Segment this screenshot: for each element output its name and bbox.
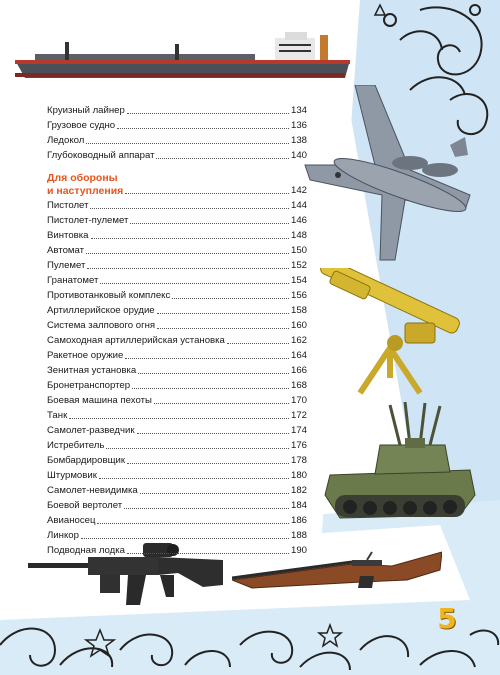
toc-dot-leader bbox=[100, 282, 289, 284]
toc-entry-title: Автомат bbox=[47, 245, 85, 256]
toc-entry-page: 166 bbox=[290, 365, 307, 376]
toc-entry-title: Глубоководный аппарат bbox=[47, 150, 155, 161]
toc-entry-page: 188 bbox=[290, 530, 307, 541]
toc-entry-page: 138 bbox=[290, 135, 307, 146]
section-heading: Для обороны bbox=[47, 172, 118, 184]
toc-entry[interactable] bbox=[47, 259, 307, 272]
toc-entry-title: Самоходная артиллерийская установка bbox=[47, 335, 225, 346]
toc-entry-title: Боевой вертолет bbox=[47, 500, 123, 511]
toc-entry[interactable] bbox=[47, 119, 307, 132]
toc-entry-page: 152 bbox=[290, 260, 307, 271]
toc-dot-leader bbox=[106, 447, 289, 449]
toc-entry-page: 176 bbox=[290, 440, 307, 451]
toc-entry-page: 146 bbox=[290, 215, 307, 226]
toc-entry-title: Самолет-невидимка bbox=[47, 485, 138, 496]
toc-dot-leader bbox=[157, 312, 289, 314]
toc-dot-leader bbox=[157, 327, 289, 329]
toc-entry-page: 184 bbox=[290, 500, 307, 511]
toc-entry-page: 190 bbox=[290, 545, 307, 556]
toc-entry-page: 154 bbox=[290, 275, 307, 286]
cargo-ship-illustration bbox=[15, 30, 355, 85]
toc-entry-page: 134 bbox=[290, 105, 307, 116]
toc-dot-leader bbox=[81, 537, 289, 539]
toc-entry[interactable] bbox=[47, 424, 307, 437]
toc-entry-page: 164 bbox=[290, 350, 307, 361]
toc-entry[interactable] bbox=[47, 334, 307, 347]
toc-entry-title: Зенитная установка bbox=[47, 365, 137, 376]
toc-dot-leader bbox=[97, 522, 289, 524]
toc-entry-title: Винтовка bbox=[47, 230, 89, 241]
toc-entry-title: Артиллерийское орудие bbox=[47, 305, 155, 316]
toc-entry[interactable] bbox=[47, 229, 307, 242]
toc-entry-page: 180 bbox=[290, 470, 307, 481]
toc-entry-title: Истребитель bbox=[47, 440, 105, 451]
toc-dot-leader bbox=[99, 477, 289, 479]
toc-entry[interactable] bbox=[47, 304, 307, 317]
toc-entry-title: Подводная лодка bbox=[47, 545, 125, 556]
toc-entry-page: 150 bbox=[290, 245, 307, 256]
anti-tank-launcher-illustration bbox=[300, 268, 470, 398]
toc-entry-page: 172 bbox=[290, 410, 307, 421]
toc-entry-title: Система залпового огня bbox=[47, 320, 156, 331]
toc-dot-leader bbox=[90, 207, 289, 209]
toc-dot-leader bbox=[227, 342, 289, 344]
toc-entry-title: Ледокол bbox=[47, 135, 85, 146]
toc-dot-leader bbox=[138, 372, 289, 374]
toc-entry-page: 158 bbox=[290, 305, 307, 316]
toc-entry[interactable] bbox=[47, 364, 307, 377]
toc-entry[interactable] bbox=[47, 469, 307, 482]
toc-entry[interactable] bbox=[47, 544, 307, 557]
toc-entry[interactable] bbox=[47, 379, 307, 392]
toc-entry[interactable] bbox=[47, 439, 307, 452]
toc-dot-leader bbox=[130, 222, 289, 224]
toc-dot-leader bbox=[172, 297, 289, 299]
toc-entry[interactable] bbox=[47, 214, 307, 227]
toc-entry-title: Линкор bbox=[47, 530, 79, 541]
toc-entry-title: Самолет-разведчик bbox=[47, 425, 135, 436]
toc-dot-leader bbox=[117, 127, 289, 129]
toc-entry-title: Ракетное оружие bbox=[47, 350, 124, 361]
toc-entry-title: Авианосец bbox=[47, 515, 96, 526]
toc-entry-title: Круизный лайнер bbox=[47, 105, 125, 116]
toc-dot-leader bbox=[86, 252, 289, 254]
toc-entry-title: Бомбардировщик bbox=[47, 455, 126, 466]
toc-entry[interactable] bbox=[47, 349, 307, 362]
toc-entry-page: 142 bbox=[290, 185, 307, 196]
section-heading-line2: и наступления bbox=[47, 185, 124, 197]
toc-entry-page: 182 bbox=[290, 485, 307, 496]
toc-dot-leader bbox=[125, 357, 289, 359]
toc-dot-leader bbox=[125, 192, 289, 194]
toc-entry[interactable] bbox=[47, 409, 307, 422]
toc-dot-leader bbox=[137, 432, 289, 434]
toc-entry-title: Боевая машина пехоты bbox=[47, 395, 152, 406]
toc-entry-title: Бронетранспортер bbox=[47, 380, 131, 391]
toc-entry-title: Пистолет bbox=[47, 200, 89, 211]
toc-dot-leader bbox=[140, 492, 289, 494]
toc-dot-leader bbox=[127, 112, 289, 114]
toc-entry-page: 136 bbox=[290, 120, 307, 131]
toc-dot-leader bbox=[156, 157, 289, 159]
toc-entry-page: 178 bbox=[290, 455, 307, 466]
toc-entry-page: 140 bbox=[290, 150, 307, 161]
toc-entry-page: 162 bbox=[290, 335, 307, 346]
decorative-swirls-bottom bbox=[0, 605, 500, 675]
toc-dot-leader bbox=[132, 387, 289, 389]
section-heading-entry[interactable] bbox=[47, 184, 307, 197]
toc-entry[interactable] bbox=[47, 289, 307, 302]
toc-entry-title: Штурмовик bbox=[47, 470, 97, 481]
toc-entry[interactable] bbox=[47, 149, 307, 162]
toc-entry[interactable] bbox=[47, 514, 307, 527]
toc-entry[interactable] bbox=[47, 529, 307, 542]
anti-aircraft-tank-illustration bbox=[320, 400, 480, 525]
toc-dot-leader bbox=[69, 417, 289, 419]
toc-entry-page: 148 bbox=[290, 230, 307, 241]
toc-entry[interactable] bbox=[47, 274, 307, 287]
toc-entry[interactable] bbox=[47, 104, 307, 117]
toc-entry[interactable] bbox=[47, 319, 307, 332]
toc-entry-title: Танк bbox=[47, 410, 68, 421]
page-number: 5 bbox=[437, 602, 457, 635]
toc-entry[interactable] bbox=[47, 244, 307, 257]
attack-jet-illustration bbox=[290, 85, 475, 265]
toc-dot-leader bbox=[154, 402, 289, 404]
toc-dot-leader bbox=[127, 552, 289, 554]
toc-entry-title: Гранатомет bbox=[47, 275, 99, 286]
toc-dot-leader bbox=[124, 507, 289, 509]
toc-dot-leader bbox=[127, 462, 289, 464]
toc-entry-page: 168 bbox=[290, 380, 307, 391]
toc-dot-leader bbox=[87, 267, 289, 269]
toc-entry-title: Пистолет-пулемет bbox=[47, 215, 129, 226]
toc-entry-title: Противотанковый комплекс bbox=[47, 290, 171, 301]
toc-entry-title: Пулемет bbox=[47, 260, 86, 271]
toc-dot-leader bbox=[91, 237, 289, 239]
toc-entry-page: 186 bbox=[290, 515, 307, 526]
toc-entry-page: 174 bbox=[290, 425, 307, 436]
toc-entry-page: 160 bbox=[290, 320, 307, 331]
toc-entry-page: 170 bbox=[290, 395, 307, 406]
toc-entry[interactable] bbox=[47, 454, 307, 467]
toc-entry[interactable] bbox=[47, 134, 307, 147]
toc-entry-page: 144 bbox=[290, 200, 307, 211]
toc-entry[interactable] bbox=[47, 394, 307, 407]
toc-entry[interactable] bbox=[47, 499, 307, 512]
toc-entry-title: Грузовое судно bbox=[47, 120, 116, 131]
toc-dot-leader bbox=[86, 142, 289, 144]
toc-entry[interactable] bbox=[47, 484, 307, 497]
toc-entry[interactable] bbox=[47, 199, 307, 212]
toc-entry-page: 156 bbox=[290, 290, 307, 301]
